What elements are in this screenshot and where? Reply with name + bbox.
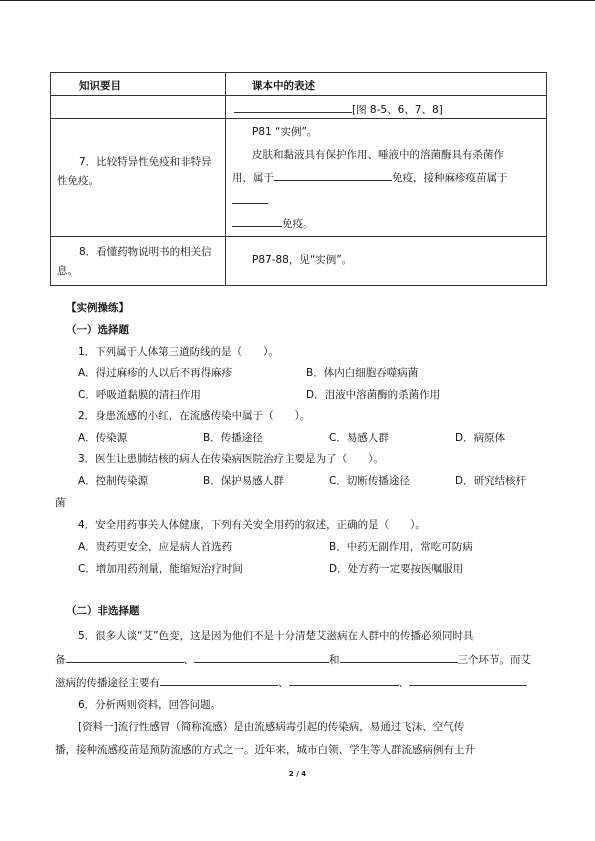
fill-blank[interactable]	[340, 651, 458, 663]
q1-option-c[interactable]: C．呼吸道黏膜的清扫作用	[78, 389, 201, 401]
q4-option-d[interactable]: D．处方药一定要按医嘱服用	[329, 563, 464, 575]
table-row	[51, 237, 547, 286]
q2-option-c[interactable]: C．易感人群	[329, 432, 389, 444]
table-header-row	[51, 73, 547, 96]
fill-blank[interactable]	[66, 651, 184, 663]
q3-option-b[interactable]: B．保护易感人群	[203, 475, 284, 487]
q1-option-a[interactable]: A．得过麻疹的人以后不再得麻疹	[78, 367, 233, 379]
q4-option-c[interactable]: C．增加用药剂量，能缩短治疗时间	[78, 563, 243, 575]
table-row	[51, 119, 547, 237]
q5-text: 和	[329, 654, 340, 666]
statement-text: 用，属于	[232, 172, 274, 184]
practice-heading: 【实例操练】	[66, 302, 129, 314]
q2-option-d[interactable]: D．病原体	[455, 432, 506, 444]
q4-option-a[interactable]: A．贵药更安全，应是病人首选药	[78, 541, 233, 553]
q2-stem: 2．身患流感的小红，在流感传染中属于（ ）。	[78, 410, 311, 422]
q3-option-a[interactable]: A．控制传染源	[78, 475, 149, 487]
table-row	[51, 96, 547, 119]
statement-p87: P87-88，见“实例”。	[252, 254, 353, 266]
q2-option-b[interactable]: B．传播途径	[203, 432, 263, 444]
q3-stem: 3．医生让患肺结核的病人在传染病医院治疗主要是为了（ ）。	[78, 453, 384, 465]
statement-text: 免疫。	[282, 218, 314, 230]
q1-option-b[interactable]: B．体内白细胞吞噬病菌	[306, 367, 419, 379]
statement-p81: P81 “实例”。	[252, 126, 318, 138]
q5-text: 、	[278, 677, 289, 689]
fill-blank[interactable]	[232, 192, 268, 204]
q5-text: 、	[183, 654, 194, 666]
fill-blank[interactable]	[234, 101, 352, 113]
fill-blank[interactable]	[274, 169, 392, 181]
fill-blank[interactable]	[289, 674, 399, 686]
part1-title: （一）选择题	[66, 324, 129, 336]
knowledge-point-7: 7．比较特异性免疫和非特异性免疫。	[57, 156, 212, 187]
statement-skin-mucus: 皮肤和黏液具有保护作用、唾液中的溶菌酶具有杀菌作	[252, 149, 504, 161]
q4-stem: 4．安全用药事关人体健康，下列有关安全用药的叙述，正确的是（ ）。	[78, 519, 426, 531]
header-knowledge-points: 知识要目	[79, 80, 121, 92]
statement-text: 免疫，接种麻疹疫苗属于	[392, 172, 508, 184]
fill-blank[interactable]	[409, 674, 527, 686]
q5-text: 备	[55, 654, 66, 666]
q3-option-d[interactable]: D．研究结核杆	[455, 475, 527, 487]
q3-option-d-continued: 菌	[55, 497, 66, 509]
q5-line3	[55, 674, 527, 690]
q5-line1: 5．很多人谈“艾”色变，这是因为他们不是十分清楚艾滋病在人群中的传播必须同时具	[78, 630, 474, 642]
top-rule	[0, 0, 595, 1]
fill-blank[interactable]	[160, 674, 278, 686]
q6-material1-line1: [资料一]流行性感冒（简称流感）是由流感病毒引起的传染病，易通过飞沫、空气传	[78, 721, 465, 733]
q5-text: 三个环节。而艾	[457, 654, 531, 666]
q4-option-b[interactable]: B．中药无副作用，常吃可防病	[329, 541, 473, 553]
fill-blank[interactable]	[232, 215, 282, 227]
q6-stem: 6．分析两则资料，回答问题。	[78, 699, 222, 711]
page-number: 2 / 4	[288, 770, 307, 778]
figure-reference: [图 8-5、6、7、8]	[352, 104, 443, 116]
q1-option-d[interactable]: D．泪液中溶菌酶的杀菌作用	[306, 389, 441, 401]
knowledge-point-8: 8．看懂药物说明书的相关信息。	[57, 246, 212, 277]
q5-text: 、	[398, 677, 409, 689]
part2-title: （二）非选择题	[66, 605, 140, 617]
knowledge-table	[50, 72, 547, 286]
fill-blank[interactable]	[194, 651, 329, 663]
q6-material1-line2: 播，接种流感疫苗是预防流感的方式之一。近年来，城市白领、学生等人群流感病例有上升	[55, 744, 475, 756]
q5-line2	[55, 651, 531, 667]
header-textbook-statement: 课本中的表述	[252, 80, 315, 92]
q2-option-a[interactable]: A．传染源	[78, 432, 128, 444]
q5-text: 滋病的传播途径主要有	[55, 677, 160, 689]
q3-option-c[interactable]: C．切断传播途径	[329, 475, 410, 487]
q1-stem: 1．下列属于人体第三道防线的是（ ）。	[78, 346, 279, 358]
